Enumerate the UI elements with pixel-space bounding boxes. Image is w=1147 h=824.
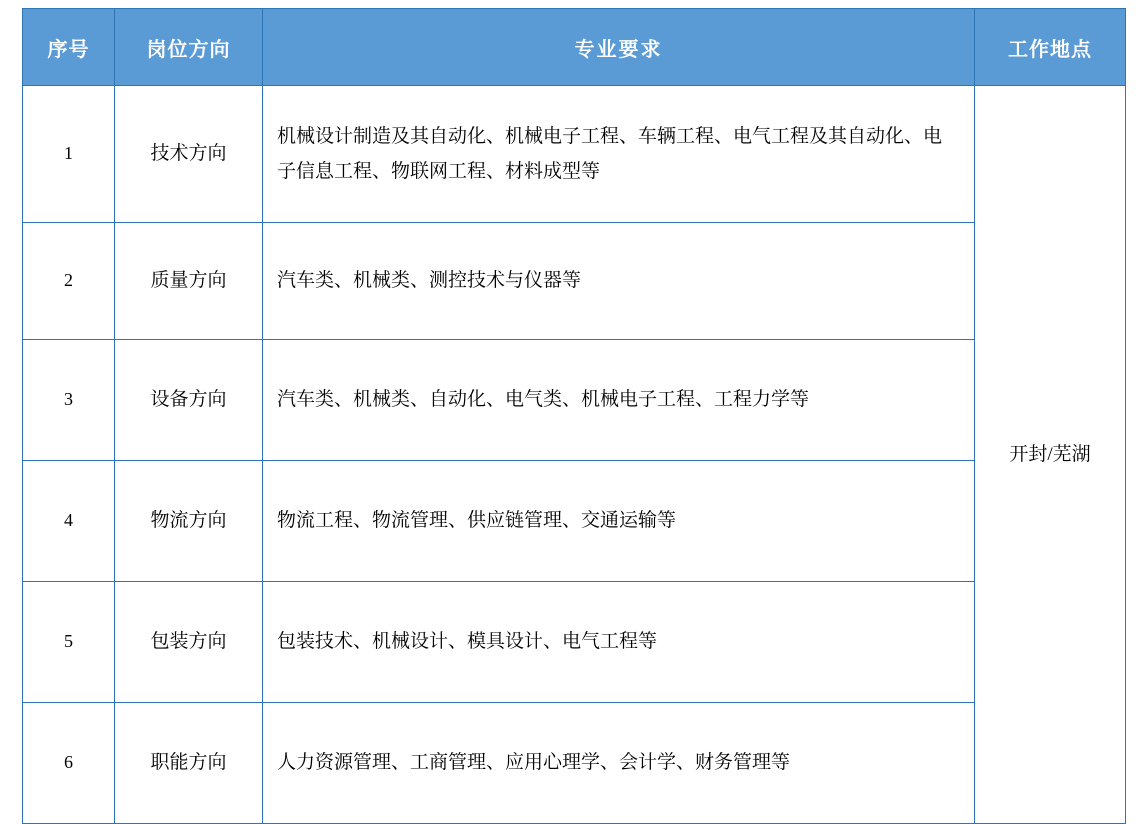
cell-direction: 物流方向 [115,461,263,582]
cell-direction: 质量方向 [115,223,263,340]
cell-index: 5 [23,582,115,703]
column-header-major: 专业要求 [263,9,975,86]
cell-major: 汽车类、机械类、测控技术与仪器等 [263,223,975,340]
table-row [23,223,1126,340]
table-header [23,9,1126,86]
cell-location: 开封/芜湖 [975,86,1126,824]
table-row [23,582,1126,703]
table-row [23,86,1126,223]
cell-index: 4 [23,461,115,582]
cell-index: 1 [23,86,115,223]
cell-direction: 设备方向 [115,340,263,461]
table-body [23,86,1126,824]
cell-index: 6 [23,703,115,824]
cell-direction: 包装方向 [115,582,263,703]
cell-direction: 职能方向 [115,703,263,824]
column-header-index: 序号 [23,9,115,86]
cell-index: 2 [23,223,115,340]
cell-major: 物流工程、物流管理、供应链管理、交通运输等 [263,461,975,582]
column-header-location: 工作地点 [975,9,1126,86]
cell-major: 机械设计制造及其自动化、机械电子工程、车辆工程、电气工程及其自动化、电子信息工程、物联网工程、材料成型等 [263,86,975,223]
cell-direction: 技术方向 [115,86,263,223]
column-header-direction: 岗位方向 [115,9,263,86]
cell-major: 汽车类、机械类、自动化、电气类、机械电子工程、工程力学等 [263,340,975,461]
cell-major: 包装技术、机械设计、模具设计、电气工程等 [263,582,975,703]
cell-index: 3 [23,340,115,461]
table-row [23,461,1126,582]
table-header-row [23,9,1126,86]
cell-major: 人力资源管理、工商管理、应用心理学、会计学、财务管理等 [263,703,975,824]
table-row [23,340,1126,461]
job-requirements-table [22,8,1126,824]
